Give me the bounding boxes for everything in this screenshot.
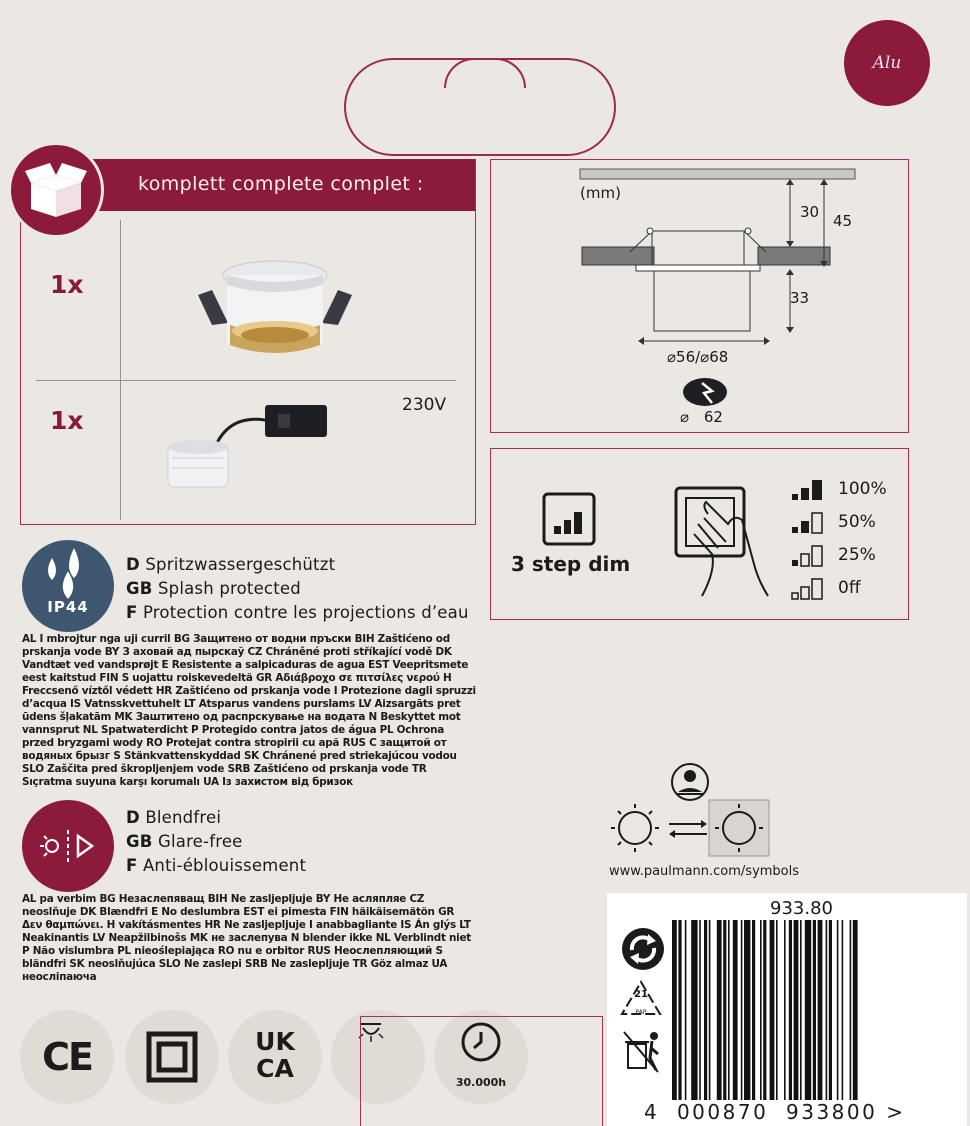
contents-horizontal-divider bbox=[36, 380, 456, 381]
ip-translations: AL I mbrojtur nga uji curril BG Защитено от водни пръски BIH Zaštićeno od prskanja vode BY З ахoвай ад пырскаў CZ Chráněné proti stříkající vodě DK Vandtæt ved vandsprøjt E Resistente a salpicaduras de agua EST Veepritsmete eest kaitstud FIN S uojattu roiskevedeltä GR Αδιάβροχο σε πιτσίλες νερού H Freccsenő víztől védett HR Zaštićeno od prskanja vode I Protezione dagli spruzzi d’acqua IS Vatnsskvettuhelt LT Atsparus vandens purslams LV Aizsargāts pret ūdens šļakatām MK Заштитено од распрскување на водата N Beskyttet mot vannsprut NL Spatwaterdicht P Protegido contra jatos de água PL Ochrona przed bryzgami wody RO Protejat contra stropirii cu apă RUS С защитой от водяных брызг S Stänkvattenskyddad SK Chránené pred striekajúcou vodou SLO Zaščita pred škropljenjem vode SRB Zaštićeno od prskanja vode TR Sıçratma suyuna karşı korumalı UA Із захистом від бризок bbox=[22, 633, 476, 788]
barcode-bar bbox=[794, 920, 799, 1100]
dim-level-0-label: 0ff bbox=[838, 577, 861, 598]
paper-recycling-icon bbox=[618, 978, 664, 1020]
barcode-bar bbox=[691, 920, 697, 1100]
glare-line-d bbox=[126, 806, 306, 830]
luminaire-image bbox=[190, 245, 360, 375]
dim-30: 30 bbox=[800, 203, 820, 221]
ip-line-gb bbox=[126, 577, 469, 601]
barcode-bar bbox=[672, 920, 677, 1100]
ip-line-f bbox=[126, 601, 469, 625]
recycle-sub: PAP bbox=[635, 1009, 647, 1016]
contents-title: komplett complete complet : bbox=[138, 173, 424, 195]
ip-gb-key: GB bbox=[126, 579, 153, 598]
glare-line-f bbox=[126, 854, 306, 878]
ip-gb-value: Splash protected bbox=[157, 579, 301, 598]
ce-text: CE bbox=[42, 1035, 92, 1079]
glare-d-value: Blendfrei bbox=[145, 808, 222, 827]
bars-one-icon bbox=[790, 542, 830, 568]
dim-33: 33 bbox=[790, 289, 810, 307]
barcode-bar bbox=[818, 920, 823, 1100]
barcode-bar bbox=[733, 920, 738, 1100]
article-number: 933.80 bbox=[770, 898, 833, 919]
glare-gb-key: GB bbox=[126, 832, 153, 851]
barcode-bar bbox=[699, 920, 701, 1100]
ip44-code: IP44 bbox=[47, 598, 89, 616]
ip-line-d bbox=[126, 553, 469, 577]
barcode-bar bbox=[704, 920, 707, 1100]
barcode-bar bbox=[770, 920, 775, 1100]
ip-labels bbox=[126, 553, 469, 625]
barcode-bar bbox=[744, 920, 750, 1100]
barcode-digits: 4 000870 933800 > bbox=[644, 1100, 906, 1124]
barcode-bar bbox=[826, 920, 828, 1100]
glare-d-key: D bbox=[126, 808, 140, 827]
ip44-icon bbox=[22, 540, 114, 632]
recycle-code: 21 bbox=[634, 989, 648, 1000]
barcode-bar bbox=[829, 920, 832, 1100]
glare-f-value: Anti-éblouissement bbox=[142, 856, 307, 875]
dim-level-25-label: 25% bbox=[838, 544, 876, 565]
dim-unit: (mm) bbox=[580, 184, 621, 202]
alu-label: Alu bbox=[872, 53, 902, 73]
dim-levels bbox=[790, 472, 887, 604]
barcode-bar bbox=[760, 920, 762, 1100]
dim-level-100 bbox=[790, 472, 887, 505]
barcode-bar bbox=[752, 920, 755, 1100]
barcode-bar bbox=[685, 920, 687, 1100]
contents-vertical-divider bbox=[120, 220, 121, 520]
module-voltage: 230V bbox=[402, 395, 447, 415]
dim-level-50 bbox=[790, 505, 887, 538]
ukca-bottom: CA bbox=[256, 1054, 294, 1083]
weee-bin-icon bbox=[620, 1028, 662, 1074]
switch-hand-icon bbox=[668, 484, 772, 602]
ukca-mark bbox=[228, 1010, 322, 1104]
dim-level-25 bbox=[790, 538, 887, 571]
barcode-bar bbox=[709, 920, 711, 1100]
barcode-bar bbox=[853, 920, 858, 1100]
dim-level-0 bbox=[790, 571, 887, 604]
dim-steps-icon bbox=[542, 492, 596, 546]
barcode-bar bbox=[813, 920, 816, 1100]
glare-free-icon bbox=[22, 800, 114, 892]
ip-f-value: Protection contre les projections d’eau bbox=[142, 603, 469, 622]
glare-translations: AL pa verbim BG Незаслепяващ BIH Ne zasljepljuje BY Не асляпляе CZ neoslňuje DK Blændfri E No deslumbra EST ei pimesta FIN häikäisemätön GR Δεν θαμπώνει. H vakításmentes HR Ne zasljepljuje I anabbagliante IS Án glýs LT Neakinantis LV Neapžilbinošs MK не заслепува N blender ikke NL Verblindt niet P Não vislumbra PL nieoślepiająca RO nu e orbitor RUS Неослепляющий S bländfri SK neoslňujúca SLO Ne zaslepi SRB Ne zaslepljuje TR Göz almaz UA неосліпаюча bbox=[22, 893, 472, 983]
barcode-bar bbox=[717, 920, 722, 1100]
bars-two-icon bbox=[790, 509, 830, 535]
barcode-bar bbox=[842, 920, 844, 1100]
glare-f-key: F bbox=[126, 856, 138, 875]
barcode-bar bbox=[805, 920, 811, 1100]
dim-45: 45 bbox=[833, 212, 853, 230]
barcode-bar bbox=[789, 920, 792, 1100]
barcode-bar bbox=[800, 920, 802, 1100]
recycling-arrows-icon bbox=[618, 924, 668, 974]
class-ii-mark bbox=[125, 1010, 219, 1104]
glare-line-gb bbox=[126, 830, 306, 854]
barcode-bar bbox=[741, 920, 743, 1100]
barcode-bars bbox=[672, 920, 940, 1100]
barcode-bar bbox=[784, 920, 786, 1100]
qty-module: 1x bbox=[50, 406, 84, 435]
glare-labels bbox=[126, 806, 306, 878]
bars-full-icon bbox=[790, 476, 830, 502]
barcode-bar bbox=[723, 920, 726, 1100]
lower-frame bbox=[360, 1016, 603, 1126]
barcode-bar bbox=[837, 920, 839, 1100]
ip-d-key: D bbox=[126, 555, 140, 574]
dim-level-100-label: 100% bbox=[838, 478, 887, 499]
ip-f-key: F bbox=[126, 603, 138, 622]
lifetime-hours: 30.000h bbox=[455, 1076, 507, 1089]
ukca-top: UK bbox=[255, 1027, 295, 1056]
dim-cutout: ⌀ 62 bbox=[680, 408, 723, 426]
barcode-bar bbox=[850, 920, 852, 1100]
symbols-url[interactable]: www.paulmann.com/symbols bbox=[609, 864, 800, 879]
barcode-bar bbox=[678, 920, 681, 1100]
barcode-bar bbox=[728, 920, 730, 1100]
replaceable-light-source-icon bbox=[605, 760, 775, 860]
ce-mark bbox=[20, 1010, 114, 1104]
ip-d-value: Spritzwassergeschützt bbox=[145, 555, 336, 574]
dimensions-drawing bbox=[490, 159, 909, 433]
dim-label: 3 step dim bbox=[511, 552, 631, 576]
alu-badge bbox=[844, 20, 930, 106]
dim-diameter: ⌀56/⌀68 bbox=[667, 348, 729, 366]
glare-gb-value: Glare-free bbox=[157, 832, 243, 851]
dim-cutout-value: 62 bbox=[703, 408, 723, 426]
barcode-bar bbox=[776, 920, 778, 1100]
qty-luminaire: 1x bbox=[50, 270, 84, 299]
box-icon bbox=[8, 142, 104, 238]
dim-level-50-label: 50% bbox=[838, 511, 876, 532]
led-module-image bbox=[150, 400, 350, 500]
barcode-bar bbox=[763, 920, 766, 1100]
bars-empty-icon bbox=[790, 575, 830, 601]
